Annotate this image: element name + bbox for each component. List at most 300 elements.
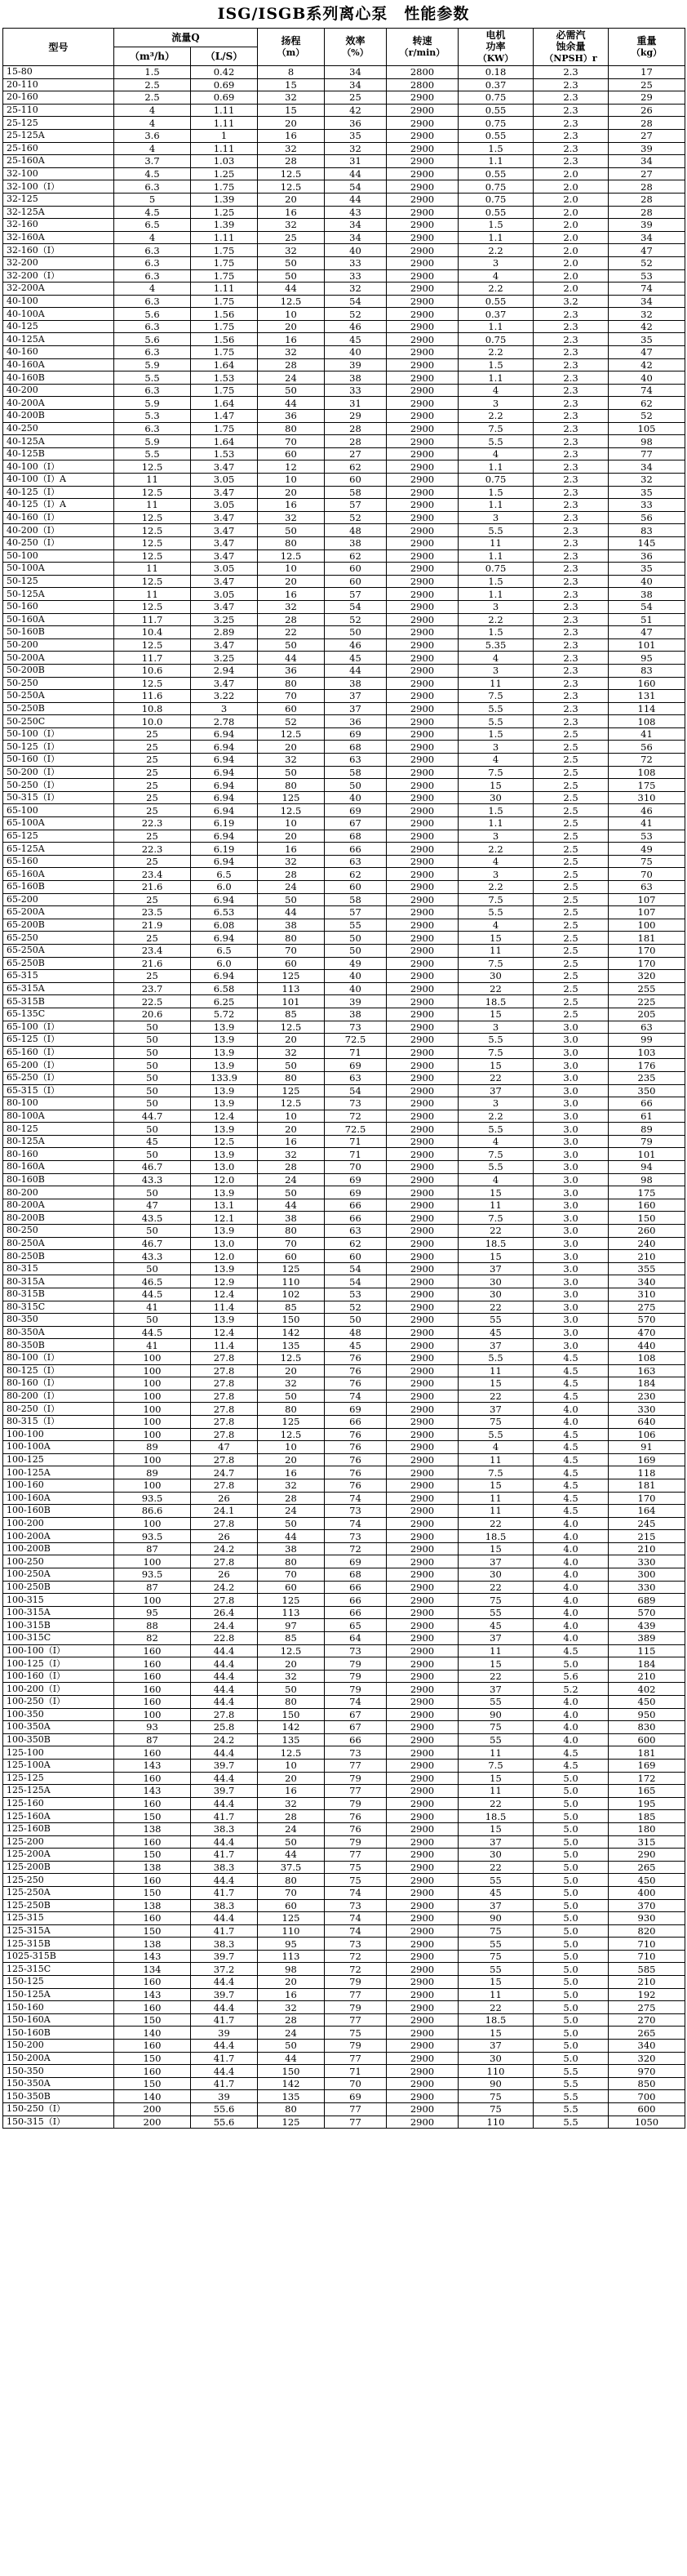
power-cell: 90 [459, 1708, 534, 1721]
efficiency-cell: 69 [325, 1186, 387, 1199]
efficiency-cell: 50 [325, 779, 387, 792]
weight-cell: 169 [609, 1759, 685, 1772]
flow-ls-cell: 13.9 [191, 1186, 258, 1199]
flow-m3h-cell: 25 [114, 791, 191, 804]
head-cell: 80 [258, 1874, 325, 1887]
speed-cell: 2900 [387, 549, 459, 563]
table-row [3, 957, 685, 970]
table-row [3, 129, 685, 142]
efficiency-cell: 79 [325, 1797, 387, 1810]
flow-ls-cell: 12.0 [191, 1250, 258, 1263]
speed-cell: 2900 [387, 1657, 459, 1671]
head-cell: 150 [258, 1708, 325, 1721]
flow-ls-cell: 1.53 [191, 371, 258, 385]
speed-cell: 2900 [387, 1899, 459, 1912]
table-row [3, 893, 685, 906]
weight-cell: 205 [609, 1008, 685, 1021]
flow-m3h-cell: 150 [114, 2077, 191, 2090]
table-row [3, 1021, 685, 1034]
model-cell: 50-100（I） [3, 727, 114, 741]
model-cell: 80-315A [3, 1275, 114, 1288]
speed-cell: 2900 [387, 754, 459, 767]
table-row [3, 1912, 685, 1925]
npsh-cell: 2.5 [534, 804, 609, 817]
power-cell: 11 [459, 1199, 534, 1212]
flow-ls-cell: 27.8 [191, 1351, 258, 1364]
model-cell: 40-160B [3, 371, 114, 385]
model-cell: 40-160（I） [3, 511, 114, 524]
table-row [3, 511, 685, 524]
speed-cell: 2900 [387, 652, 459, 665]
header-power-label: 电机 功率 [485, 29, 506, 52]
table-row [3, 486, 685, 499]
weight-cell: 210 [609, 1250, 685, 1263]
power-cell: 22 [459, 982, 534, 995]
power-cell: 22 [459, 2001, 534, 2014]
model-cell: 65-315B [3, 995, 114, 1008]
table-row [3, 1135, 685, 1148]
npsh-cell: 3.0 [534, 1071, 609, 1084]
npsh-cell: 2.3 [534, 499, 609, 512]
npsh-cell: 2.0 [534, 269, 609, 283]
power-cell: 15 [459, 1657, 534, 1671]
flow-ls-cell: 2.94 [191, 664, 258, 677]
efficiency-cell: 52 [325, 613, 387, 626]
table-row [3, 766, 685, 779]
flow-m3h-cell: 11 [114, 499, 191, 512]
model-cell: 80-125 [3, 1123, 114, 1136]
head-cell: 50 [258, 766, 325, 779]
flow-ls-cell: 3.47 [191, 677, 258, 690]
table-row [3, 219, 685, 232]
table-row [3, 715, 685, 728]
table-row [3, 244, 685, 257]
power-cell: 55 [459, 1696, 534, 1709]
efficiency-cell: 31 [325, 397, 387, 410]
weight-cell: 108 [609, 1351, 685, 1364]
npsh-cell: 5.0 [534, 1657, 609, 1671]
weight-cell: 350 [609, 1084, 685, 1097]
model-cell: 80-160（I） [3, 1377, 114, 1390]
flow-m3h-cell: 100 [114, 1351, 191, 1364]
flow-ls-cell: 44.4 [191, 1644, 258, 1657]
head-cell: 32 [258, 1479, 325, 1492]
head-cell: 12.5 [258, 1351, 325, 1364]
flow-ls-cell: 37.2 [191, 1963, 258, 1976]
flow-m3h-cell: 43.3 [114, 1173, 191, 1186]
head-cell: 28 [258, 1492, 325, 1505]
power-cell: 11 [459, 1644, 534, 1657]
power-cell: 11 [459, 944, 534, 957]
flow-ls-cell: 27.8 [191, 1364, 258, 1377]
table-row [3, 855, 685, 868]
head-cell: 20 [258, 1657, 325, 1671]
npsh-cell: 2.3 [534, 410, 609, 423]
table-row [3, 1849, 685, 1862]
efficiency-cell: 36 [325, 715, 387, 728]
power-cell: 30 [459, 1849, 534, 1862]
table-row [3, 1453, 685, 1466]
efficiency-cell: 79 [325, 1772, 387, 1785]
weight-cell: 184 [609, 1657, 685, 1671]
efficiency-cell: 77 [325, 1759, 387, 1772]
efficiency-cell: 79 [325, 2001, 387, 2014]
flow-m3h-cell: 160 [114, 1746, 191, 1760]
table-row [3, 1657, 685, 1671]
model-cell: 40-125B [3, 447, 114, 460]
speed-cell: 2900 [387, 970, 459, 983]
flow-ls-cell: 12.5 [191, 1135, 258, 1148]
flow-m3h-cell: 5.6 [114, 333, 191, 346]
head-cell: 125 [258, 1084, 325, 1097]
table-row [3, 536, 685, 549]
model-cell: 32-160A [3, 231, 114, 244]
speed-cell: 2900 [387, 1594, 459, 1607]
power-cell: 1.5 [459, 358, 534, 371]
power-cell: 15 [459, 1479, 534, 1492]
flow-m3h-cell: 143 [114, 1759, 191, 1772]
head-cell: 70 [258, 435, 325, 448]
power-cell: 22 [459, 1517, 534, 1530]
efficiency-cell: 66 [325, 1594, 387, 1607]
weight-cell: 36 [609, 549, 685, 563]
speed-cell: 2900 [387, 397, 459, 410]
npsh-cell: 2.3 [534, 460, 609, 474]
flow-ls-cell: 27.8 [191, 1415, 258, 1428]
head-cell: 12.5 [258, 549, 325, 563]
header-speed-unit: （r/min） [399, 47, 445, 58]
speed-cell: 2900 [387, 613, 459, 626]
table-row [3, 919, 685, 932]
speed-cell: 2900 [387, 1479, 459, 1492]
head-cell: 16 [258, 333, 325, 346]
efficiency-cell: 40 [325, 970, 387, 983]
flow-ls-cell: 6.94 [191, 727, 258, 741]
efficiency-cell: 67 [325, 1721, 387, 1734]
speed-cell: 2900 [387, 1466, 459, 1479]
speed-cell: 2900 [387, 1797, 459, 1810]
npsh-cell: 2.3 [534, 652, 609, 665]
npsh-cell: 2.3 [534, 104, 609, 117]
model-cell: 25-160A [3, 155, 114, 168]
speed-cell: 2900 [387, 129, 459, 142]
model-cell: 100-315A [3, 1606, 114, 1619]
npsh-cell: 3.0 [534, 1262, 609, 1275]
flow-ls-cell: 13.9 [191, 1097, 258, 1110]
flow-m3h-cell: 41 [114, 1339, 191, 1352]
speed-cell: 2900 [387, 358, 459, 371]
flow-m3h-cell: 160 [114, 1696, 191, 1709]
efficiency-cell: 72 [325, 1963, 387, 1976]
head-cell: 70 [258, 944, 325, 957]
flow-ls-cell: 3.47 [191, 460, 258, 474]
header-npsh-label: 必需汽 蚀余量 [556, 29, 586, 52]
flow-ls-cell: 13.0 [191, 1161, 258, 1174]
model-cell: 50-200A [3, 652, 114, 665]
efficiency-cell: 50 [325, 944, 387, 957]
model-cell: 80-160B [3, 1173, 114, 1186]
efficiency-cell: 38 [325, 371, 387, 385]
power-cell: 1.1 [459, 460, 534, 474]
table-body [3, 66, 685, 2129]
flow-ls-cell: 1.47 [191, 410, 258, 423]
flow-m3h-cell: 82 [114, 1632, 191, 1645]
efficiency-cell: 33 [325, 384, 387, 397]
weight-cell: 185 [609, 1810, 685, 1823]
header-head [258, 29, 325, 66]
npsh-cell: 2.3 [534, 78, 609, 91]
npsh-cell: 3.0 [534, 1123, 609, 1136]
efficiency-cell: 69 [325, 1403, 387, 1416]
flow-ls-cell: 1.11 [191, 142, 258, 155]
power-cell: 2.2 [459, 881, 534, 894]
flow-m3h-cell: 3.7 [114, 155, 191, 168]
model-cell: 125-315A [3, 1924, 114, 1938]
power-cell: 15 [459, 1772, 534, 1785]
table-row [3, 1733, 685, 1746]
flow-m3h-cell: 138 [114, 1938, 191, 1951]
flow-m3h-cell: 21.9 [114, 919, 191, 932]
power-cell: 3 [459, 664, 534, 677]
weight-cell: 164 [609, 1505, 685, 1518]
model-cell: 150-125 [3, 1976, 114, 1989]
table-row [3, 117, 685, 130]
flow-m3h-cell: 5.9 [114, 358, 191, 371]
efficiency-cell: 62 [325, 868, 387, 881]
power-cell: 2.2 [459, 613, 534, 626]
table-row [3, 397, 685, 410]
model-cell: 125-315B [3, 1938, 114, 1951]
weight-cell: 402 [609, 1683, 685, 1696]
flow-m3h-cell: 6.5 [114, 219, 191, 232]
flow-m3h-cell: 44.5 [114, 1326, 191, 1339]
model-cell: 80-125（I） [3, 1364, 114, 1377]
table-row [3, 1403, 685, 1416]
weight-cell: 275 [609, 2001, 685, 2014]
weight-cell: 160 [609, 1199, 685, 1212]
weight-cell: 330 [609, 1403, 685, 1416]
efficiency-cell: 77 [325, 1988, 387, 2001]
npsh-cell: 3.0 [534, 1225, 609, 1238]
weight-cell: 114 [609, 702, 685, 715]
table-row [3, 1886, 685, 1899]
efficiency-cell: 49 [325, 957, 387, 970]
weight-cell: 600 [609, 1733, 685, 1746]
power-cell: 3 [459, 741, 534, 754]
head-cell: 12.5 [258, 1097, 325, 1110]
power-cell: 7.5 [459, 1148, 534, 1161]
flow-ls-cell: 1.64 [191, 397, 258, 410]
table-row [3, 1084, 685, 1097]
flow-m3h-cell: 25 [114, 804, 191, 817]
power-cell: 11 [459, 1785, 534, 1798]
head-cell: 12.5 [258, 1746, 325, 1760]
model-cell: 100-160B [3, 1505, 114, 1518]
weight-cell: 170 [609, 957, 685, 970]
power-cell: 7.5 [459, 766, 534, 779]
npsh-cell: 5.0 [534, 1849, 609, 1862]
speed-cell: 2900 [387, 1351, 459, 1364]
flow-ls-cell: 22.8 [191, 1632, 258, 1645]
npsh-cell: 5.0 [534, 1874, 609, 1887]
flow-ls-cell: 6.94 [191, 791, 258, 804]
speed-cell: 2900 [387, 817, 459, 830]
efficiency-cell: 67 [325, 1708, 387, 1721]
weight-cell: 215 [609, 1530, 685, 1543]
flow-m3h-cell: 10.4 [114, 626, 191, 639]
flow-m3h-cell: 25 [114, 754, 191, 767]
model-cell: 100-315 [3, 1594, 114, 1607]
flow-ls-cell: 55.6 [191, 2103, 258, 2116]
efficiency-cell: 44 [325, 664, 387, 677]
model-cell: 100-250 [3, 1555, 114, 1568]
flow-ls-cell: 13.9 [191, 1059, 258, 1072]
npsh-cell: 2.5 [534, 932, 609, 945]
model-cell: 50-125（I） [3, 741, 114, 754]
model-cell: 150-200 [3, 2040, 114, 2053]
weight-cell: 28 [609, 180, 685, 194]
power-cell: 1.5 [459, 219, 534, 232]
speed-cell: 2900 [387, 1505, 459, 1518]
weight-cell: 61 [609, 1110, 685, 1123]
npsh-cell: 4.0 [534, 1542, 609, 1555]
efficiency-cell: 66 [325, 1581, 387, 1594]
speed-cell: 2900 [387, 1772, 459, 1785]
head-cell: 44 [258, 1530, 325, 1543]
npsh-cell: 4.0 [534, 1632, 609, 1645]
header-power [459, 29, 534, 66]
weight-cell: 131 [609, 690, 685, 703]
power-cell: 75 [459, 1924, 534, 1938]
speed-cell: 2900 [387, 563, 459, 576]
speed-cell: 2900 [387, 1746, 459, 1760]
table-row [3, 308, 685, 321]
flow-ls-cell: 44.4 [191, 1696, 258, 1709]
head-cell: 28 [258, 613, 325, 626]
flow-m3h-cell: 93.5 [114, 1492, 191, 1505]
head-cell: 32 [258, 219, 325, 232]
table-row [3, 320, 685, 333]
power-cell: 18.5 [459, 2013, 534, 2027]
weight-cell: 176 [609, 1059, 685, 1072]
weight-cell: 35 [609, 486, 685, 499]
table-row [3, 1097, 685, 1110]
head-cell: 50 [258, 1186, 325, 1199]
speed-cell: 2900 [387, 690, 459, 703]
weight-cell: 34 [609, 460, 685, 474]
model-cell: 100-350 [3, 1708, 114, 1721]
model-cell: 100-350B [3, 1733, 114, 1746]
power-cell: 0.75 [459, 333, 534, 346]
speed-cell: 2900 [387, 919, 459, 932]
efficiency-cell: 79 [325, 1835, 387, 1849]
npsh-cell: 2.0 [534, 244, 609, 257]
table-row [3, 1619, 685, 1632]
head-cell: 44 [258, 1849, 325, 1862]
efficiency-cell: 75 [325, 1874, 387, 1887]
flow-m3h-cell: 100 [114, 1594, 191, 1607]
model-cell: 100-100（I） [3, 1644, 114, 1657]
model-cell: 125-125A [3, 1785, 114, 1798]
weight-cell: 240 [609, 1237, 685, 1250]
flow-m3h-cell: 160 [114, 1644, 191, 1657]
model-cell: 50-250（I） [3, 779, 114, 792]
table-row [3, 524, 685, 537]
efficiency-cell: 76 [325, 1364, 387, 1377]
power-cell: 15 [459, 1377, 534, 1390]
flow-ls-cell: 3 [191, 702, 258, 715]
npsh-cell: 4.0 [534, 1568, 609, 1582]
speed-cell: 2900 [387, 1721, 459, 1734]
table-row [3, 295, 685, 308]
flow-m3h-cell: 5.6 [114, 308, 191, 321]
table-row [3, 1173, 685, 1186]
header-model: 型号 [3, 29, 114, 66]
npsh-cell: 5.6 [534, 1670, 609, 1683]
efficiency-cell: 33 [325, 256, 387, 269]
efficiency-cell: 79 [325, 1683, 387, 1696]
head-cell: 32 [258, 91, 325, 105]
flow-m3h-cell: 50 [114, 1148, 191, 1161]
weight-cell: 26 [609, 104, 685, 117]
speed-cell: 2900 [387, 536, 459, 549]
table-row [3, 1696, 685, 1709]
weight-cell: 53 [609, 830, 685, 843]
flow-m3h-cell: 21.6 [114, 881, 191, 894]
flow-m3h-cell: 6.3 [114, 180, 191, 194]
power-cell: 1.1 [459, 371, 534, 385]
head-cell: 50 [258, 2040, 325, 2053]
npsh-cell: 2.3 [534, 358, 609, 371]
npsh-cell: 3.0 [534, 1173, 609, 1186]
power-cell: 1.1 [459, 549, 534, 563]
table-row [3, 410, 685, 423]
efficiency-cell: 33 [325, 269, 387, 283]
weight-cell: 47 [609, 244, 685, 257]
npsh-cell: 4.5 [534, 1441, 609, 1454]
table-row [3, 1110, 685, 1123]
efficiency-cell: 54 [325, 1275, 387, 1288]
speed-cell: 2900 [387, 1339, 459, 1352]
flow-m3h-cell: 138 [114, 1822, 191, 1835]
efficiency-cell: 77 [325, 2103, 387, 2116]
power-cell: 22 [459, 1797, 534, 1810]
flow-ls-cell: 3.47 [191, 536, 258, 549]
npsh-cell: 3.0 [534, 1301, 609, 1314]
npsh-cell: 3.2 [534, 295, 609, 308]
npsh-cell: 3.0 [534, 1097, 609, 1110]
weight-cell: 107 [609, 906, 685, 919]
power-cell: 1.5 [459, 142, 534, 155]
efficiency-cell: 58 [325, 893, 387, 906]
table-row [3, 1466, 685, 1479]
speed-cell: 2900 [387, 2040, 459, 2053]
speed-cell: 2900 [387, 486, 459, 499]
weight-cell: 192 [609, 1988, 685, 2001]
head-cell: 80 [258, 1071, 325, 1084]
flow-ls-cell: 6.94 [191, 932, 258, 945]
efficiency-cell: 57 [325, 499, 387, 512]
speed-cell: 2900 [387, 117, 459, 130]
flow-m3h-cell: 100 [114, 1415, 191, 1428]
flow-m3h-cell: 5.9 [114, 397, 191, 410]
efficiency-cell: 69 [325, 727, 387, 741]
efficiency-cell: 73 [325, 1021, 387, 1034]
npsh-cell: 2.0 [534, 256, 609, 269]
npsh-cell: 5.5 [534, 2077, 609, 2090]
npsh-cell: 4.5 [534, 1479, 609, 1492]
power-cell: 30 [459, 1568, 534, 1582]
